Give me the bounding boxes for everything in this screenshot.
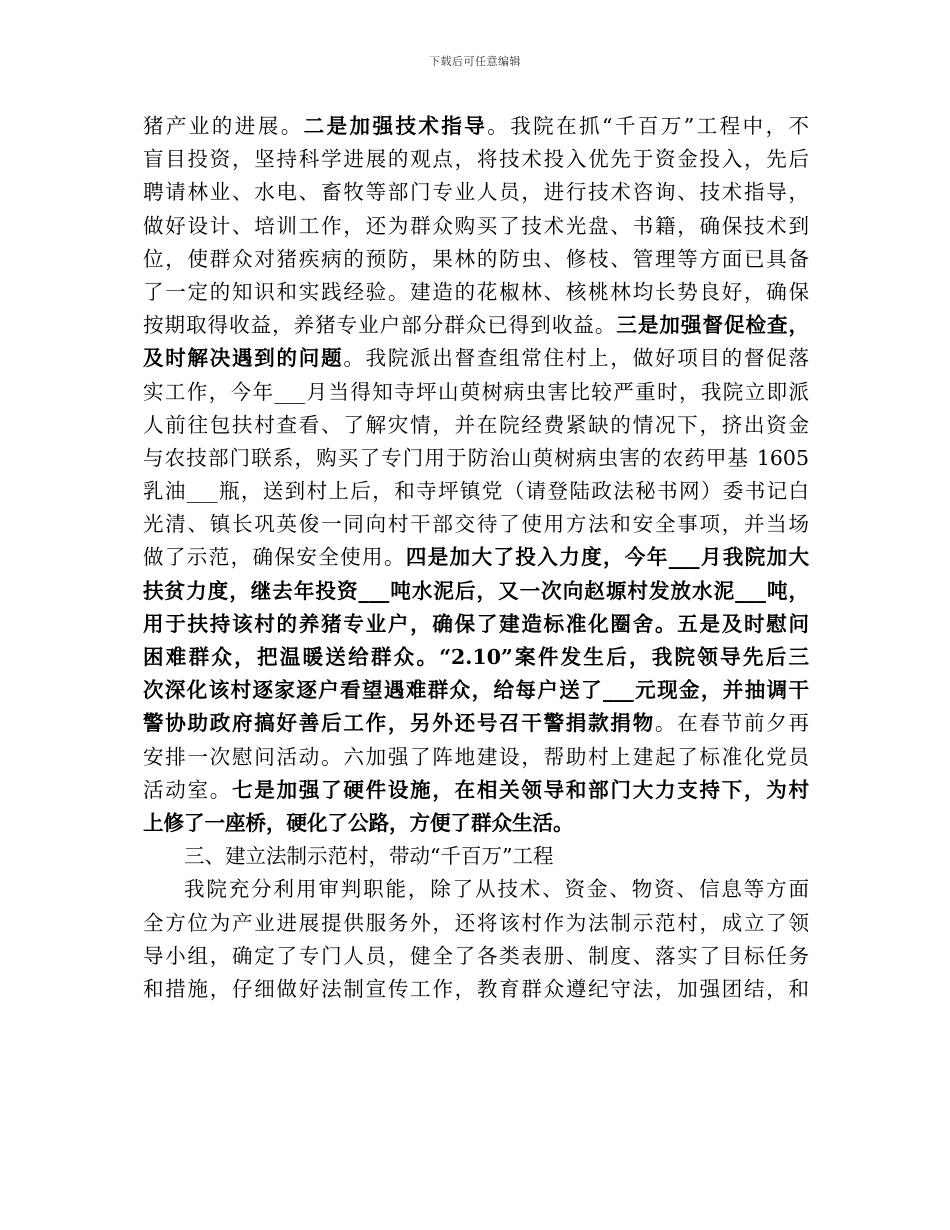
text-line	[143, 276, 809, 309]
text-run: 做了示范，确保安全使用。	[143, 545, 406, 570]
text-run: 。我院派出督查组常住村上，做好项目的督促落	[343, 346, 809, 371]
section-heading: 三、建立法制示范村，带动“千百万”工程	[184, 844, 554, 869]
bold-text-run: 扶贫力度，继去年投资___吨水泥后，又一次向赵塬村发放水泥___吨，	[143, 578, 809, 603]
text-line	[143, 409, 809, 442]
text-run: 猪产业的进展。	[143, 114, 304, 138]
text-line: 导小组，确定了专门人员，健全了各类表册、制度、落实了目标任务	[143, 943, 809, 968]
text-line	[143, 243, 809, 276]
text-line	[143, 575, 809, 608]
text-line	[143, 442, 809, 475]
document-body	[143, 110, 809, 1006]
bold-text-run: 警协助政府搞好善后工作，另外还号召干警捐款捐物	[143, 711, 655, 736]
text-run: 安排一次慰问活动。六加强了阵地建设，帮助村上建起了标准化党员	[143, 744, 809, 769]
text-run: 人前往包扶村查看、了解灾情，并在院经费紧缺的情况下，挤出资金	[143, 412, 809, 437]
text-line	[143, 143, 809, 176]
text-run: 位，使群众对猪疾病的预防，果林的防虫、修枝、管理等方面已具备	[143, 246, 809, 271]
text-line	[143, 608, 809, 641]
bold-text-run: 七是加强了硬件设施，在相关领导和部门大力支持下，为村	[232, 777, 809, 802]
text-line	[143, 707, 809, 740]
bold-text-run: 用于扶持该村的养猪专业户，确保了建造标准化圈舍。五是及时慰问	[143, 611, 809, 636]
text-line: 和措施，仔细做好法制宣传工作，教育群众遵纪守法，加强团结，和	[143, 976, 809, 1001]
text-run: 实工作，今年___月当得知寺坪山萸树病虫害比较严重时，我院立即派	[143, 379, 809, 404]
text-line	[143, 807, 809, 840]
text-line: 我院充分利用审判职能，除了从技术、资金、物资、信息等方面	[184, 877, 809, 902]
text-line	[143, 176, 809, 209]
text-run: 。在春节前夕再	[654, 711, 809, 736]
page-header-note: 下载后可任意编辑	[429, 55, 521, 68]
text-run: 了一定的知识和实践经验。建造的花椒林、核桃林均长势良好，确保	[143, 279, 809, 304]
paragraph-poverty-measures	[143, 110, 809, 840]
bold-text-run: 二是加强技术指导	[303, 114, 488, 138]
bold-text-run: 四是加大了投入力度，今年___月我院加大	[405, 545, 809, 570]
text-run: 盲目投资，坚持科学进展的观点，将技术投入优先于资金投入，先后	[143, 147, 809, 172]
bold-text-run: 困难群众，把温暖送给群众。“2.10”案件发生后，我院领导先后三	[143, 645, 809, 669]
paragraph-legal-demo-village	[143, 873, 809, 1006]
text-line	[143, 210, 809, 243]
text-line	[143, 475, 809, 508]
text-run: 做好设计、培训工作，还为群众购买了技术光盘、书籍，确保技术到	[143, 213, 809, 238]
text-line	[143, 541, 809, 574]
text-line	[143, 674, 809, 707]
text-line	[143, 774, 809, 807]
text-line	[143, 376, 809, 409]
text-line	[143, 508, 809, 541]
text-run: 聘请林业、水电、畜牧等部门专业人员，进行技术咨询、技术指导，	[143, 180, 809, 205]
text-run: 乳油___瓶，送到村上后，和寺坪镇党（请登陆政法秘书网）委书记白	[143, 479, 809, 504]
text-run: 按期取得收益，养猪专业户部分群众已得到收益。	[143, 313, 617, 338]
text-run: 光清、镇长巩英俊一同向村干部交待了使用方法和安全事项，并当场	[143, 512, 809, 537]
bold-text-run: 及时解决遇到的问题	[143, 346, 344, 371]
bold-text-run: 三是加强督促检查，	[616, 313, 809, 338]
text-line	[143, 741, 809, 774]
text-run: 与农技部门联系，购买了专门用于防治山萸树病虫害的农药甲基 1605	[143, 445, 809, 470]
text-line: 全方位为产业进展提供服务外，还将该村作为法制示范村，成立了领	[143, 910, 809, 935]
text-line	[143, 342, 809, 375]
text-line	[143, 641, 809, 674]
text-run: 。我院在抓“千百万”工程中，不	[487, 114, 809, 138]
bold-text-run: 上修了一座桥，硬化了公路，方便了群众生活。	[143, 810, 574, 835]
text-run: 活动室。	[143, 777, 233, 802]
text-line	[143, 110, 809, 143]
bold-text-run: 次深化该村逐家逐户看望遇难群众，给每户送了___元现金，并抽调干	[143, 678, 809, 703]
text-line	[143, 309, 809, 342]
